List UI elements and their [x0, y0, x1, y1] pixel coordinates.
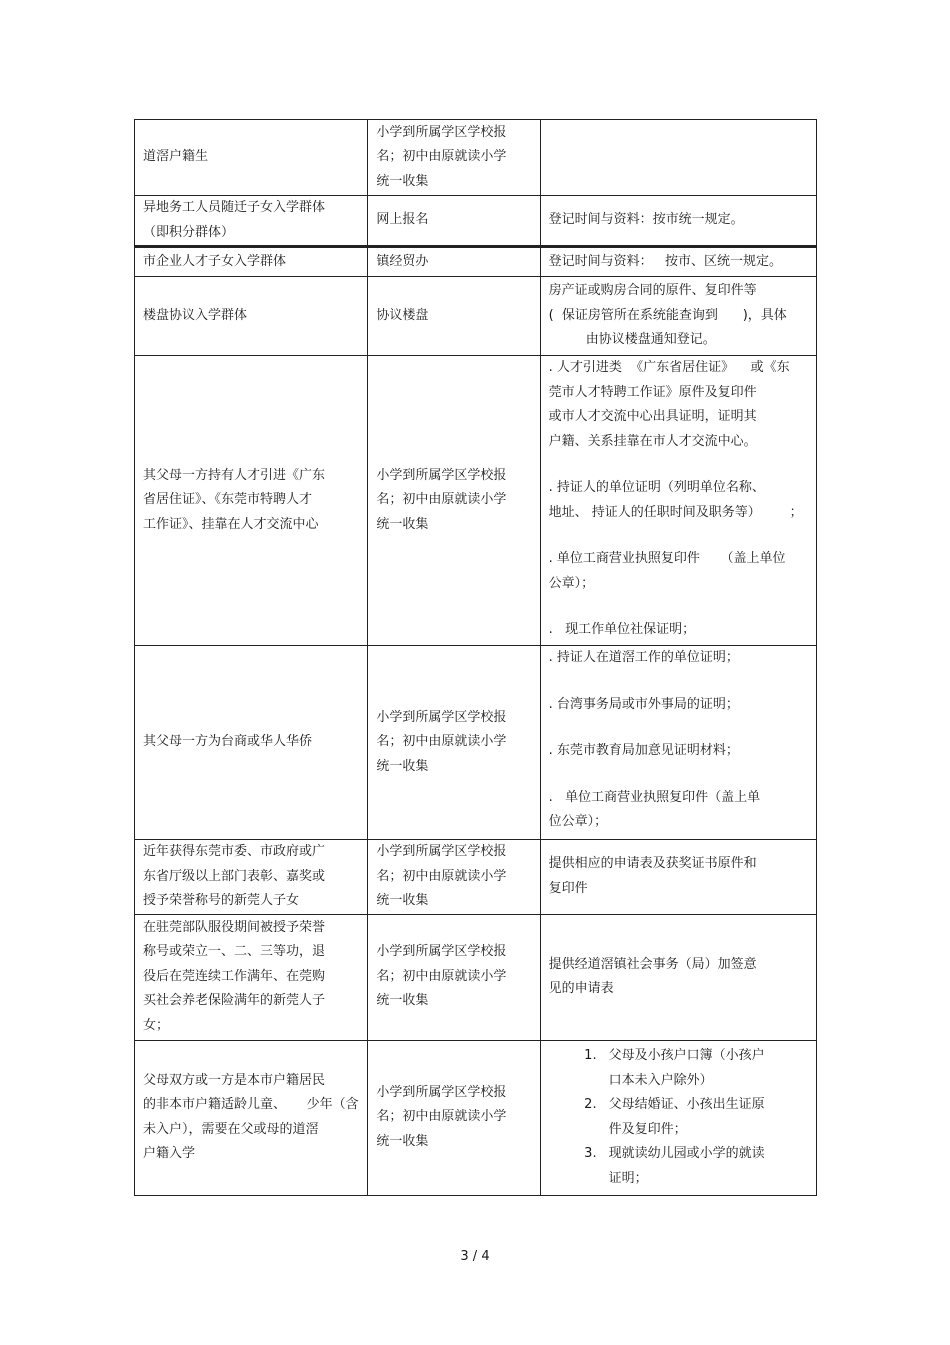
text-line: . 持证人的单位证明（列明单位名称、 — [548, 480, 765, 495]
materials-cell — [540, 914, 816, 1040]
text-line: 登记时间与资料： 按市、区统一规定。 — [548, 253, 782, 269]
list-item — [549, 1142, 808, 1191]
category-cell — [135, 196, 368, 247]
materials-cell — [540, 356, 816, 646]
text-line: 买社会养老保险满年的新莞人子 — [143, 993, 326, 1009]
text-line: 莞市人才特聘工作证》原件及复印件 — [548, 384, 757, 400]
text-line: 户籍、关系挂靠在市人才交流中心。 — [548, 433, 757, 449]
text-line: 件及复印件； — [608, 1121, 687, 1137]
list-text — [609, 1093, 808, 1142]
text-line: 名；初中由原就读小学 — [376, 968, 507, 984]
text-line: 东省厅级以上部门表彰、嘉奖或 — [143, 868, 326, 884]
text-line: 提供经道滘镇社会事务（局）加签意 — [548, 956, 757, 972]
text-line: 名；初中由原就读小学 — [376, 734, 507, 750]
method-cell — [368, 247, 540, 277]
text-line: 省居住证》、《东莞市特聘人才 — [143, 492, 313, 508]
text-line: 统一收集 — [376, 1133, 429, 1149]
table-row — [135, 356, 817, 646]
text-line: 协议楼盘 — [376, 307, 429, 323]
text-line: . 东莞市教育局加意见证明材料； — [548, 743, 739, 758]
text-line: 小学到所属学区学校报 — [376, 124, 507, 140]
text-line: 父母结婚证、小孩出生证原 — [608, 1097, 765, 1112]
text-line: 复印件 — [548, 880, 588, 896]
text-line: 授予荣誉称号的新莞人子女 — [143, 893, 300, 908]
category-cell — [135, 646, 368, 840]
text-line: 小学到所属学区学校报 — [376, 467, 507, 483]
method-cell — [368, 646, 540, 840]
paragraph-gap — [549, 764, 808, 786]
list-item — [549, 1044, 808, 1093]
text-line: 统一收集 — [376, 173, 429, 189]
table-row — [135, 277, 817, 356]
category-cell — [135, 120, 368, 196]
text-line: 证明； — [608, 1170, 648, 1186]
text-line: 役后在莞连续工作满年、在莞购 — [143, 968, 326, 984]
text-line: 其父母一方持有人才引进《广东 — [143, 467, 326, 483]
text-line: 网上报名 — [376, 212, 429, 228]
paragraph-gap — [549, 717, 808, 739]
text-line: 小学到所属学区学校报 — [376, 944, 507, 960]
list-item — [549, 1093, 808, 1142]
text-line: 房产证或购房合同的原件、复印件等 — [548, 283, 757, 299]
category-cell — [135, 914, 368, 1040]
list-number: 2. — [584, 1097, 597, 1112]
text-line: 或市人才交流中心出具证明，证明其 — [548, 409, 757, 424]
text-line: 名；初中由原就读小学 — [376, 149, 507, 165]
text-line: 户籍入学 — [143, 1146, 196, 1161]
method-cell — [368, 277, 540, 356]
materials-cell — [540, 247, 816, 277]
text-line: 近年获得东莞市委、市政府或广 — [143, 844, 326, 859]
text-line: 登记时间与资料：按市统一规定。 — [548, 212, 744, 228]
text-line: 其父母一方为台商或华人华侨 — [143, 734, 313, 750]
text-line: 称号或荣立一、二、三等功，退 — [143, 944, 326, 960]
text-line: 名；初中由原就读小学 — [376, 1109, 507, 1125]
materials-cell — [540, 1040, 816, 1195]
table-row — [135, 1040, 817, 1195]
text-line: 未入户），需要在父或母的道滘 — [143, 1121, 319, 1137]
category-cell — [135, 840, 368, 915]
text-line: 镇经贸办 — [376, 253, 429, 269]
table-row — [135, 646, 817, 840]
text-line: 小学到所属学区学校报 — [376, 709, 507, 725]
category-cell — [135, 247, 368, 277]
table-row — [135, 247, 817, 277]
list-text — [609, 1142, 808, 1191]
text-line: 的非本市户籍适龄儿童、 少年（含 — [143, 1097, 359, 1112]
text-line: 统一收集 — [376, 893, 429, 908]
text-line: 统一收集 — [376, 993, 429, 1009]
text-line: . 台湾事务局或市外事局的证明； — [548, 696, 739, 712]
text-line: 名；初中由原就读小学 — [376, 492, 507, 508]
text-line: 统一收集 — [376, 516, 429, 532]
method-cell — [368, 840, 540, 915]
text-line: . 单位工商营业执照复印件 （盖上单位 — [548, 551, 786, 566]
text-line: 楼盘协议入学群体 — [143, 307, 248, 323]
text-line: 小学到所属学区学校报 — [376, 844, 507, 859]
text-line: . 持证人在道滘工作的单位证明； — [548, 650, 739, 665]
category-cell — [135, 1040, 368, 1195]
text-line: 口本未入户除外） — [608, 1072, 713, 1088]
text-line: 由协议楼盘通知登记。 — [548, 332, 716, 348]
materials-cell — [540, 196, 816, 247]
text-line: 父母及小孩户口簿（小孩户 — [608, 1048, 765, 1063]
table-body — [135, 120, 817, 1196]
table-row — [135, 196, 817, 247]
text-line: 工作证》、挂靠在人才交流中心 — [143, 516, 319, 532]
text-line: . 人才引进类 《广东省居住证》 或《东 — [548, 360, 790, 375]
table-row — [135, 120, 817, 196]
text-line: 统一收集 — [376, 758, 429, 774]
materials-cell — [540, 840, 816, 915]
list-text — [609, 1044, 808, 1093]
materials-cell — [540, 120, 816, 196]
table-row — [135, 914, 817, 1040]
text-line: 位公章）； — [548, 814, 608, 829]
method-cell — [368, 356, 540, 646]
text-line: 小学到所属学区学校报 — [376, 1084, 507, 1100]
text-line: . 单位工商营业执照复印件（盖上单 — [548, 789, 761, 805]
text-line: 见的申请表 — [548, 981, 614, 996]
method-cell — [368, 914, 540, 1040]
method-cell — [368, 1040, 540, 1195]
text-line: ( 保证房管所在系统能查询到 )，具体 — [548, 307, 787, 323]
text-line: 父母双方或一方是本市户籍居民 — [143, 1072, 326, 1088]
table-row — [135, 840, 817, 915]
paragraph-gap — [549, 525, 808, 547]
list-number: 1. — [584, 1048, 597, 1063]
enrollment-table — [134, 119, 817, 1196]
numbered-list — [549, 1044, 808, 1191]
list-number: 3. — [584, 1146, 597, 1161]
page-number: 3 / 4 — [460, 1249, 490, 1264]
category-cell — [135, 277, 368, 356]
text-line: 女； — [143, 1017, 170, 1033]
text-line: 公章）； — [548, 575, 595, 591]
text-line: 在驻莞部队服役期间被授予荣誉 — [143, 919, 326, 935]
text-line: 地址、 持证人的任职时间及职务等） ； — [548, 504, 803, 520]
materials-cell — [540, 646, 816, 840]
text-line: 提供相应的申请表及获奖证书原件和 — [548, 856, 757, 872]
category-cell — [135, 356, 368, 646]
text-line: 名；初中由原就读小学 — [376, 868, 507, 884]
materials-cell — [540, 277, 816, 356]
method-cell — [368, 120, 540, 196]
text-line: 异地务工人员随迁子女入学群体 — [143, 200, 326, 215]
text-line: 市企业人才子女入学群体 — [143, 253, 287, 269]
text-line: 道滘户籍生 — [143, 149, 209, 165]
text-line: . 现工作单位社保证明； — [548, 622, 696, 637]
paragraph-gap — [549, 596, 808, 618]
method-cell — [368, 196, 540, 247]
paragraph-gap — [549, 454, 808, 476]
paragraph-gap — [549, 671, 808, 693]
text-line: 现就读幼儿园或小学的就读 — [608, 1146, 765, 1161]
text-line: （即积分群体） — [143, 224, 235, 240]
